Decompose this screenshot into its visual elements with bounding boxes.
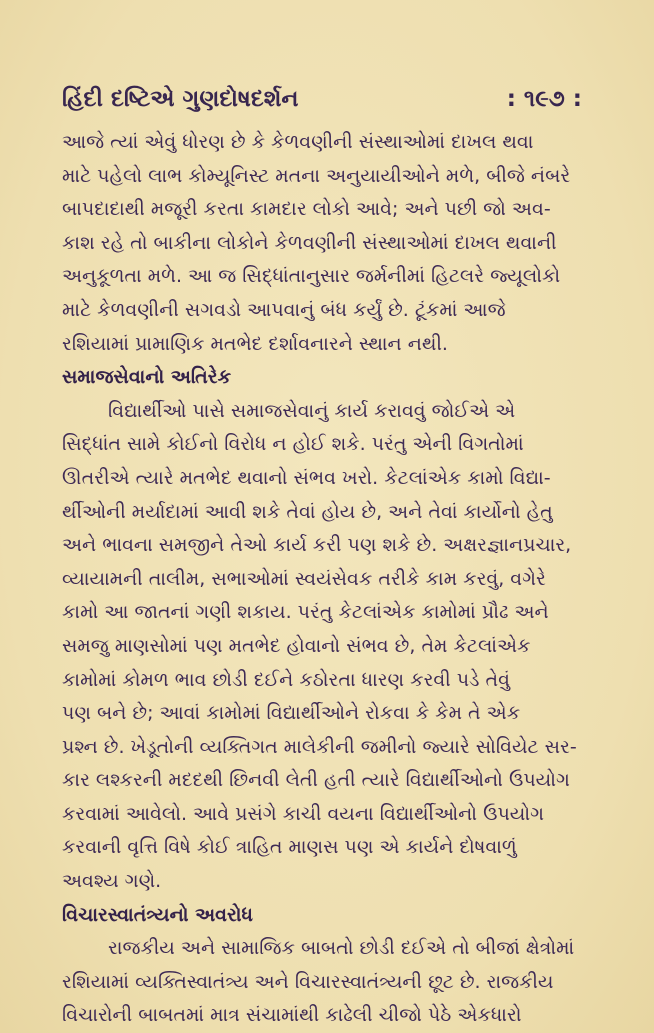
- paragraph-line: વ્યાયામની તાલીમ, સભાઓમાં સ્વયંસેવક તરીકે કામ કરવું, વગેરે: [62, 567, 546, 590]
- paragraph-line: રશિયામાં પ્રામાણિક મતભેદ દર્શાવનારને સ્થાન નથી.: [62, 332, 448, 355]
- paragraph-line: સમજુ માણસોમાં પણ મતભેદ હોવાનો સંભવ છે, તેમ કેટલાંએક: [62, 634, 531, 657]
- paragraph-line: વિચારોની બાબતમાં માત્ર સંચામાંથી કાઢેલી ચીજો પેઠે એકધારો: [62, 1004, 522, 1027]
- paragraph-line: સિદ્ધાંત સામે કોઈનો વિરોધ ન હોઈ શકે. પરંતુ એની વિગતોમાં: [62, 433, 524, 456]
- section-heading: સમાજસેવાનો અતિરેક: [62, 366, 232, 389]
- paragraph-line: રશિયામાં વ્યક્તિસ્વાતંત્ર્ય અને વિચારસ્વાતંત્ર્યની છૂટ છે. રાજકીય: [62, 970, 554, 993]
- running-header: [62, 86, 582, 122]
- paragraph-line: માટે પહેલો લાભ કોમ્યૂનિસ્ટ મતના અનુયાયીઓને મળે, બીજે નંબરે: [62, 164, 571, 187]
- paragraph-line: કાર લશ્કરની મદદથી છિનવી લેતી હતી ત્યારે વિદ્યાર્થીઓનો ઉપયોગ: [62, 769, 570, 792]
- paragraph-line: અનુકૂળતા મળે. આ જ સિદ્ધાંતાનુસાર જર્મનીમાં હિટલરે જ્યૂલોકો: [62, 265, 561, 288]
- paragraph-line: પણ બને છે; આવાં કામોમાં વિદ્યાર્થીઓને રોકવા કે કેમ તે એક: [62, 702, 521, 725]
- paragraph-line: ર્થીઓની મર્યાદામાં આવી શકે તેવાં હોય છે, અને તેવાં કાર્યોનો હેતુ: [62, 500, 553, 523]
- paragraph-line: ઊતરીએ ત્યારે મતભેદ થવાનો સંભવ ખરો. કેટલાંએક કામો વિદ્યા-: [62, 466, 551, 489]
- paragraph-line: બાપદાદાથી મજૂરી કરતા કામદાર લોકો આવે; અને પછી જો અવ-: [62, 198, 551, 221]
- running-title: હિંદી દષ્ટિએ ગુણદોષદર્શન: [62, 86, 299, 112]
- paragraph-line: રાજકીય અને સામાજિક બાબતો છોડી દઈએ તો બીજાં ક્ષેત્રોમાં: [108, 937, 575, 960]
- paragraph-line: કામો આ જાતનાં ગણી શકાય. પરંતુ કેટલાંએક કામોમાં પ્રૌઢ અને: [62, 601, 549, 624]
- paragraph-line: પ્રશ્ન છે. ખેડૂતોની વ્યક્તિગત માલેકીની જમીનો જ્યારે સોવિયેટ સર-: [62, 735, 577, 758]
- paragraph-line: આજે ત્યાં એવું ધોરણ છે કે કેળવણીની સંસ્થાઓમાં દાખલ થવા: [62, 131, 534, 153]
- paragraph-line: અવશ્ય ગણે.: [62, 870, 162, 893]
- page-number: : ૧૯૭ :: [506, 86, 582, 112]
- paragraph-line: કાશ રહે તો બાકીના લોકોને કેળવણીની સંસ્થાઓમાં દાખલ થવાની: [62, 231, 557, 254]
- paragraph-line: વિદ્યાર્થીઓ પાસે સમાજસેવાનું કાર્ય કરાવવું જોઈએ એ: [108, 399, 516, 422]
- paragraph-line: કરવાની વૃત્તિ વિષે કોઈ ત્રાહિત માણસ પણ એ કાર્યને દોષવાળું: [62, 836, 517, 859]
- paragraph-line: કામોમાં કોમળ ભાવ છોડી દઈને કઠોરતા ધારણ કરવી પડે તેવું: [62, 668, 510, 691]
- body-text: [62, 126, 584, 1033]
- paragraph-line: માટે કેળવણીની સગવડો આપવાનું બંધ કર્યું છે. ટૂંકમાં આજે: [62, 298, 506, 321]
- paragraph-line: અને ભાવના સમજીને તેઓ કાર્ય કરી પણ શકે છે. અક્ષરજ્ઞાનપ્રચાર,: [62, 534, 572, 557]
- section-heading: વિચારસ્વાતંત્ર્યનો અવરોધ: [62, 903, 253, 926]
- paragraph-line: કરવામાં આવેલો. આવે પ્રસંગે કાચી વયના વિદ્યાર્થીઓનો ઉપયોગ: [62, 802, 544, 825]
